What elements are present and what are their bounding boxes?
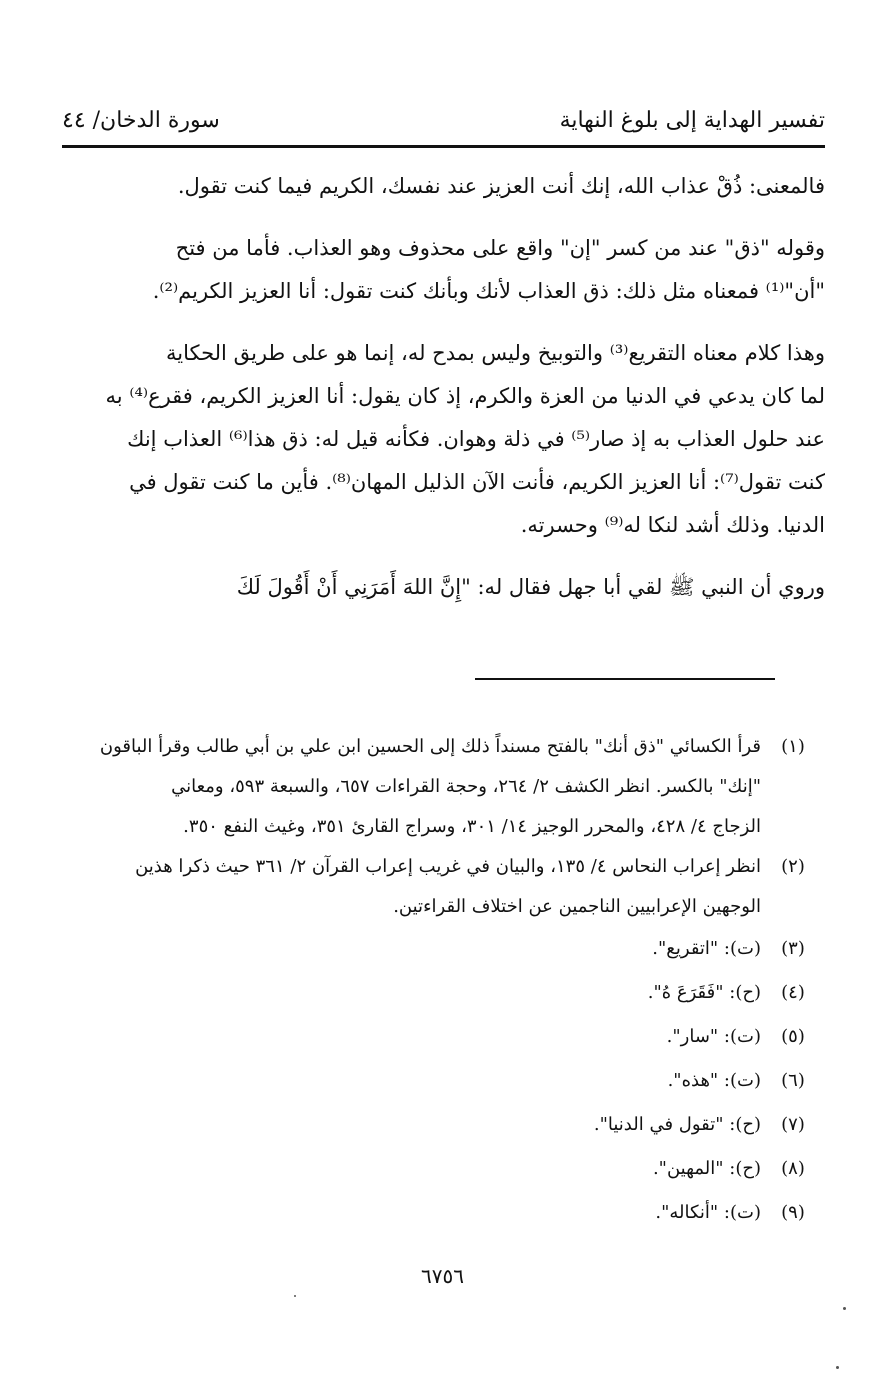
footnote-line: (ت): "سار".: [666, 1026, 761, 1047]
footnote-number: (٣): [781, 938, 805, 959]
footnote-number: (٦): [781, 1070, 805, 1091]
footnote-number: (٢): [781, 856, 805, 877]
scan-speck: [843, 1307, 846, 1310]
footnote-number: (٧): [781, 1114, 805, 1135]
page-number: ٦٧٥٦: [421, 1264, 464, 1288]
book-title: تفسير الهداية إلى بلوغ النهاية: [559, 107, 825, 133]
scan-speck: [836, 1366, 839, 1369]
body-line: "أن"⁽¹⁾ فمعناه مثل ذلك: ذق العذاب لأنك وبأنك كنت تقول: أنا العزيز الكريم⁽²⁾.: [152, 279, 825, 303]
footnote-number: (٤): [781, 982, 805, 1003]
footnote-9: [62, 1191, 825, 1235]
body-line: وقوله "ذق" عند من كسر "إن" واقع على محذوف وهو العذاب. فأما من فتح: [175, 236, 825, 260]
footnote-4: [62, 971, 825, 1015]
footnote-line: (ح): "تقول في الدنيا".: [593, 1114, 761, 1135]
footnote-8: [62, 1147, 825, 1191]
footnote-line: (ت): "هذه".: [667, 1070, 761, 1091]
footnote-3: [62, 927, 825, 971]
footnote-7: [62, 1103, 825, 1147]
footnote-number: (٩): [781, 1202, 805, 1223]
footnote-line: (ت): "اتقريع".: [652, 938, 761, 959]
header-rule: [62, 145, 825, 148]
body-line: وهذا كلام معناه التقريع⁽³⁾ والتوبيخ وليس بمدح له، إنما هو على طريق الحكاية: [166, 341, 825, 365]
main-text: [62, 165, 825, 609]
scan-speck: [294, 1295, 296, 1297]
footnote-6: [62, 1059, 825, 1103]
footnote-5: [62, 1015, 825, 1059]
footnote-1: [62, 727, 825, 847]
footnote-2: [62, 847, 825, 927]
footnote-number: (٨): [781, 1158, 805, 1179]
footnote-line: الوجهين الإعرابيين الناجمين عن اختلاف القراءتين.: [393, 896, 761, 917]
footnote-line: قرأ الكسائي "ذق أنك" بالفتح مسنداً ذلك إلى الحسين ابن علي بن أبي طالب وقرأ الباقون: [99, 736, 761, 757]
footnote-line: (ح): "المهين".: [652, 1158, 761, 1179]
footnote-line: انظر إعراب النحاس ٤/ ١٣٥، والبيان في غريب إعراب القرآن ٢/ ٣٦١ حيث ذكرا هذين: [135, 856, 761, 877]
footnote-number: (٥): [781, 1026, 805, 1047]
footnote-number: (١): [781, 736, 805, 757]
body-line: وروي أن النبي ﷺ لقي أبا جهل فقال له: "إِنَّ اللهَ أَمَرَنِي أَنْ أَقُولَ لَكَ: [236, 575, 825, 599]
footnote-line: (ت): "أنكاله".: [655, 1202, 761, 1223]
surah-reference: سورة الدخان/ ٤٤: [62, 107, 220, 133]
footnote-line: (ح): "فَقَرَعَ هُ".: [647, 982, 761, 1003]
footnote-separator: [475, 678, 775, 680]
body-line: عند حلول العذاب به إذ صار⁽⁵⁾ في ذلة وهوان. فكأنه قيل له: ذق هذا⁽⁶⁾ العذاب إنك: [127, 427, 825, 451]
body-line: لما كان يدعي في الدنيا من العزة والكرم، إذ كان يقول: أنا العزيز الكريم، فقرع⁽⁴⁾ به: [105, 384, 825, 408]
footnote-line: "إنك" بالكسر. انظر الكشف ٢/ ٢٦٤، وحجة القراءات ٦٥٧، والسبعة ٥٩٣، ومعاني: [171, 776, 761, 797]
body-line: كنت تقول⁽⁷⁾: أنا العزيز الكريم، فأنت الآن الذليل المهان⁽⁸⁾. فأين ما كنت تقول في: [129, 470, 825, 494]
running-header: [62, 100, 825, 140]
footnote-line: الزجاج ٤/ ٤٢٨، والمحرر الوجيز ١٤/ ٣٠١، وسراج القارئ ٣٥١، وغيث النفع ٣٥٠.: [183, 816, 761, 837]
body-line: فالمعنى: ذُقْ عذاب الله، إنك أنت العزيز عند نفسك، الكريم فيما كنت تقول.: [177, 174, 825, 198]
body-line: الدنيا. وذلك أشد لنكا له⁽⁹⁾ وحسرته.: [520, 513, 825, 537]
footnotes: [62, 727, 825, 1235]
